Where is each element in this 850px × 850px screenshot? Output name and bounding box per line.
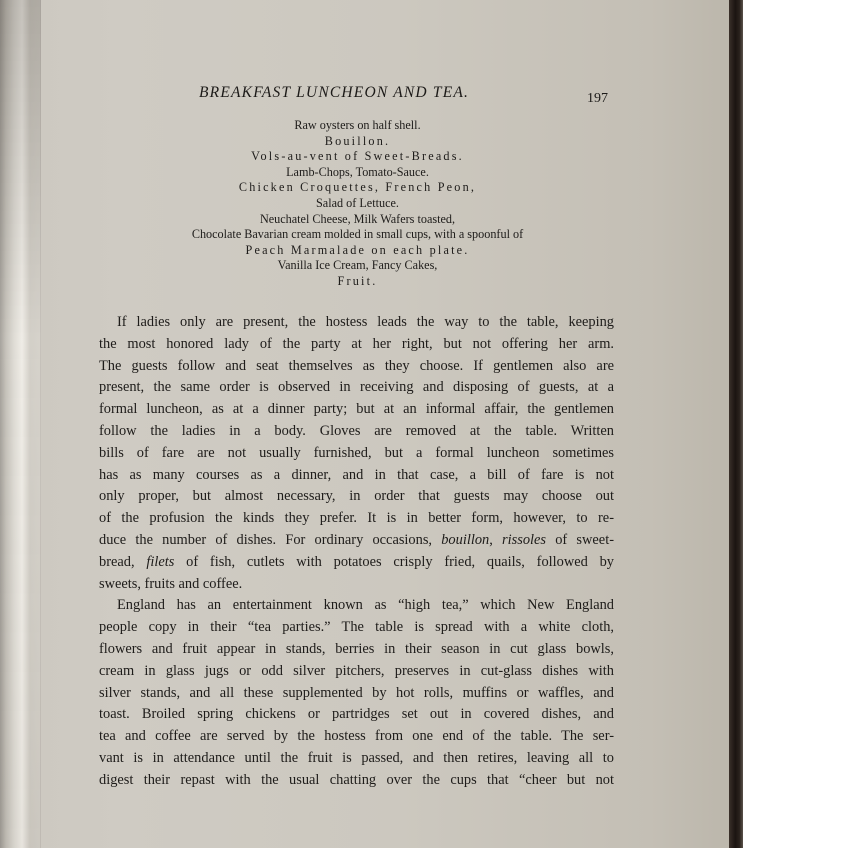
book-cover-edge (729, 0, 743, 848)
text-line: If ladies only are present, the hostess leads the way to the table, keeping (117, 314, 614, 330)
text-line: digest their repast with the usual chatting over the cups that “cheer but not (99, 771, 614, 788)
text-line: bills of fare are not usually furnished, but a formal luncheon sometimes (99, 444, 614, 461)
text-line: of the profusion the kinds they prefer. It is in better form, however, to re- (99, 510, 614, 527)
menu-item: Peach Marmalade on each plate. (245, 242, 470, 257)
paragraph-luncheon-etiquette (99, 312, 614, 595)
running-title: BREAKFAST LUNCHEON AND TEA. (199, 84, 470, 101)
text-line: people copy in their “tea parties.” The table is spread with a white cloth, (99, 619, 614, 636)
body-text (99, 312, 614, 792)
paragraph-high-tea (99, 595, 614, 791)
text-line: formal luncheon, as at a dinner party; but at an informal affair, the gentlemen (99, 401, 614, 418)
menu-item: Lamb-Chops, Tomato-Sauce. (286, 164, 429, 179)
text-line: toast. Broiled spring chickens or partridges set out in covered dishes, and (99, 706, 614, 723)
text-line: England has an entertainment known as “high tea,” which New England (117, 597, 614, 614)
text-line: present, the same order is observed in receiving and disposing of guests, at a (99, 379, 614, 396)
page-header (0, 82, 729, 108)
curled-page-edge (0, 0, 41, 848)
text-line: has as many courses as a dinner, and in that case, a bill of fare is not (99, 466, 614, 483)
menu-item: Salad of Lettuce. (316, 195, 399, 210)
text-line: follow the ladies in a body. Gloves are removed at the table. Written (99, 422, 614, 439)
italic-term: bouillon (441, 531, 490, 548)
menu-item: Chocolate Bavarian cream molded in small cups, with a spoonful of (191, 227, 524, 242)
text-line: tea and coffee are served by the hostess from one end of the table. The ser- (99, 728, 614, 745)
italic-term: filets (146, 553, 175, 570)
text-line: cream in glass jugs or odd silver pitchers, preserves in cut-glass dishes with (99, 662, 614, 679)
text-line: The guests follow and seat themselves as they choose. If gentlemen also are (99, 357, 614, 374)
menu-item: Vols-au-vent of Sweet-Breads. (251, 149, 464, 164)
menu-item: Bouillon. (324, 133, 391, 148)
text-line: bread, filets of fish, cutlets with potatoes crisply fried, quails, followed by (99, 553, 615, 570)
menu-item: Chicken Croquettes, French Peon, (238, 180, 477, 195)
menu-item: Neuchatel Cheese, Milk Wafers toasted, (259, 211, 456, 226)
text-line: the most honored lady of the party at her right, but not offering her arm. (99, 335, 614, 352)
menu-item: Fruit. (337, 273, 378, 288)
text-line: vant is in attendance until the fruit is passed, and then retires, leaving all to (99, 749, 614, 766)
luncheon-menu (100, 118, 615, 290)
text-line: silver stands, and all these supplemented by hot rolls, muffins or waffles, and (99, 684, 614, 701)
italic-term: rissoles (502, 531, 547, 548)
text-line: only proper, but almost necessary, in order that guests may choose out (99, 488, 614, 505)
page-number: 197 (587, 91, 608, 106)
text-line: sweets, fruits and coffee. (99, 575, 243, 592)
menu-item: Raw oysters on half shell. (294, 118, 421, 132)
menu-item: Vanilla Ice Cream, Fancy Cakes, (277, 258, 438, 273)
text-line: flowers and fruit appear in stands, berries in their season in cut glass bowls, (99, 640, 614, 657)
text-line: duce the number of dishes. For ordinary occasions, bouillon, rissoles of sweet- (99, 531, 614, 548)
